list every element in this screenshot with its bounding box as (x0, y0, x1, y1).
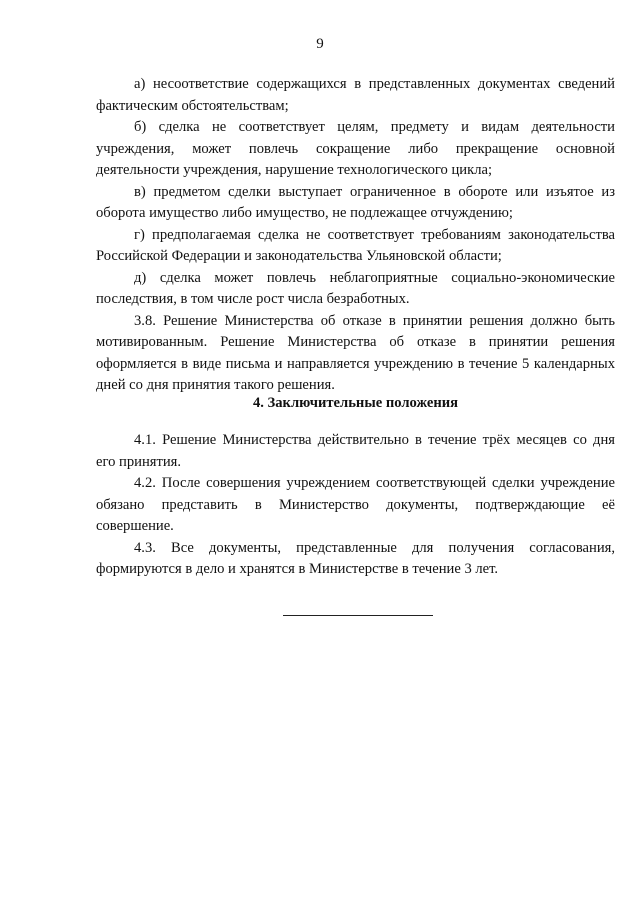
paragraph-a: а) несоответствие содержащихся в представленных документах сведений фактическим обстоятельствам; (96, 76, 615, 114)
paragraph-4-3: 4.3. Все документы, представленные для получения согласования, формируются в дело и хранятся в Министерстве в течение 3 лет. (96, 539, 615, 577)
body-text-bottom (96, 430, 615, 581)
paragraph-d: д) сделка может повлечь неблагоприятные социально-экономические последствия, в том числе рост числа безработных. (96, 269, 615, 307)
paragraph-b: б) сделка не соответствует целям, предмету и видам деятельности учреждения, может повлечь сокращение либо прекращение основной деятельности учреждения, нарушение технологического цикла; (96, 119, 615, 178)
paragraph-g: г) предполагаемая сделка не соответствует требованиям законодательства Российской Федерации и законодательства Ульяновской области; (96, 226, 615, 264)
paragraph-v: в) предметом сделки выступает ограниченное в обороте или изъятое из оборота имущество либо имущество, не подлежащее отчуждению; (96, 183, 615, 221)
page-number: 9 (316, 36, 324, 52)
paragraph-3-8: 3.8. Решение Министерства об отказе в принятии решения должно быть мотивированным. Решение Министерства об отказе в принятии решения оформляется в виде письма и направляется учреждению в течение 5 календарных дней со дня принятия такого решения. (96, 312, 615, 393)
paragraph-4-1: 4.1. Решение Министерства действительно в течение трёх месяцев со дня его принятия. (96, 432, 615, 470)
section-heading: 4. Заключительные положения (252, 395, 459, 411)
paragraph-4-2: 4.2. После совершения учреждением соответствующей сделки учреждение обязано представить в Министерство документы, подтверждающие её совершение. (96, 475, 615, 534)
body-text-top (96, 74, 615, 397)
end-of-document-line (283, 615, 433, 616)
